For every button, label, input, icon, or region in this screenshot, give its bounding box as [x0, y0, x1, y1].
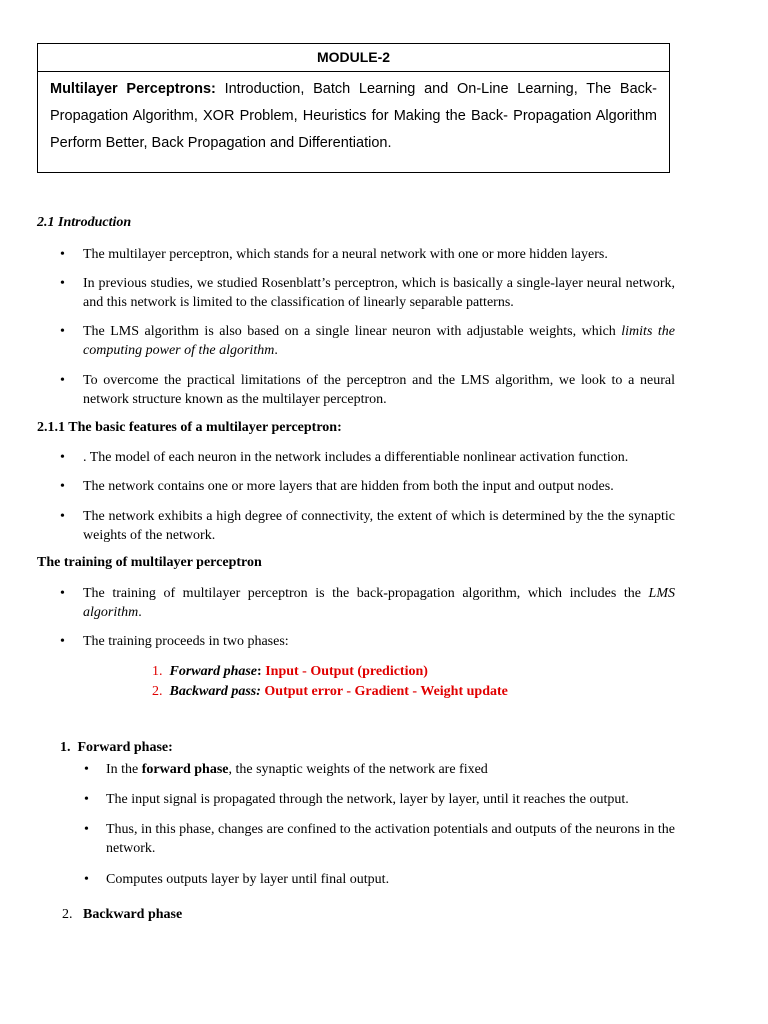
bullet-icon: •: [84, 762, 89, 777]
bullet-icon: •: [60, 324, 65, 339]
phase-list: [152, 662, 508, 702]
forward-heading: 1. Forward phase:: [60, 740, 173, 755]
module-topics-label: Multilayer Perceptrons:: [50, 81, 216, 97]
bullet-icon: •: [60, 479, 65, 494]
bullet-icon: •: [60, 247, 65, 262]
bullet-icon: •: [84, 872, 89, 887]
phase-item-backward: 2. Backward pass: Output error - Gradient - Weight update: [152, 684, 508, 699]
training-heading: The training of multilayer perceptron: [37, 555, 262, 570]
bullet-icon: •: [60, 276, 65, 291]
bullet-icon: •: [84, 822, 89, 837]
bullet-icon: •: [60, 634, 65, 649]
bullet-icon: •: [84, 792, 89, 807]
phase-item-forward: 1. Forward phase: Input - Output (prediction): [152, 664, 428, 679]
backward-heading: 2. Backward phase: [62, 907, 183, 922]
module-title: MODULE-2: [38, 44, 669, 72]
module-box: [37, 43, 670, 173]
module-topics: [38, 72, 669, 157]
intro-heading: 2.1 Introduction: [37, 215, 132, 230]
module-topics-text: Introduction, Batch Learning and On-Line Learning, The Back-Propagation Algorithm, XOR Problem, Heuristics for Making the Back- Propagation Algorithm Perform Better, Back Propagation and Differentiation.: [50, 81, 657, 151]
bullet-icon: •: [60, 509, 65, 524]
bullet-icon: •: [60, 586, 65, 601]
bullet-icon: •: [60, 450, 65, 465]
features-heading: 2.1.1 The basic features of a multilayer perceptron:: [37, 420, 342, 435]
bullet-icon: •: [60, 373, 65, 388]
